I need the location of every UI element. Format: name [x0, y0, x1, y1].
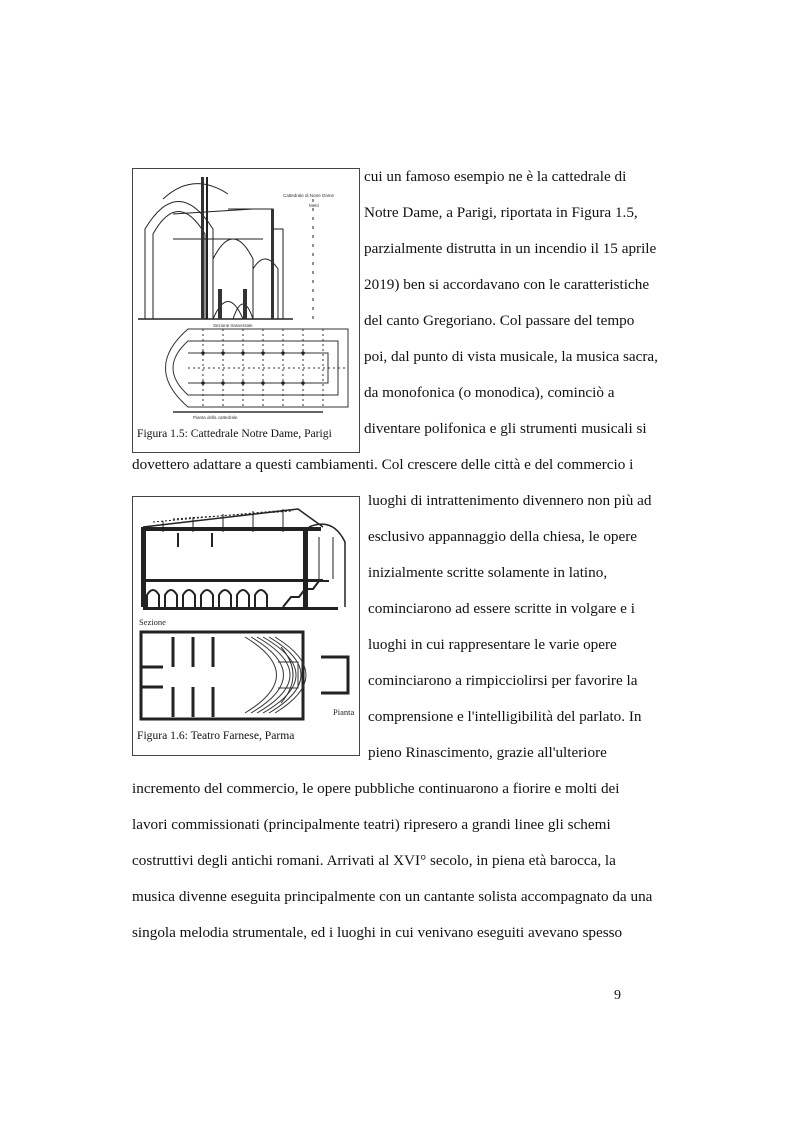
- figure-teatro-farnese: [132, 496, 360, 756]
- text-line-17: pieno Rinascimento, grazie all'ulteriore: [368, 744, 607, 761]
- text-line-13: cominciarono ad essere scritte in volgare e i: [368, 600, 635, 617]
- section-label: Sezione trasversale: [213, 323, 253, 328]
- text-line-16: comprensione e l'intelligibilità del parlato. In: [368, 708, 642, 725]
- text-line-11: esclusivo appannaggio della chiesa, le opere: [368, 528, 638, 545]
- figure-notre-dame: [132, 168, 360, 453]
- notre-dame-drawing: [133, 169, 359, 427]
- text-line-1: cui un famoso esempio ne è la cattedrale di: [364, 168, 627, 185]
- figure-1-6-caption: Figura 1.6: Teatro Farnese, Parma: [137, 729, 295, 742]
- text-line-6: poi, dal punto di vista musicale, la musica sacra,: [364, 348, 658, 365]
- text-line-20: costruttivi degli antichi romani. Arrivati al XVI° secolo, in piena età barocca, la: [132, 852, 616, 869]
- elevation-label: Cattedrale di Notre Dame: [283, 193, 335, 198]
- text-line-3: parzialmente distrutta in un incendio il 15 aprile: [364, 240, 657, 257]
- text-line-8: diventare polifonica e gli strumenti musicali si: [364, 420, 647, 437]
- text-line-18: incremento del commercio, le opere pubbliche continuarono a fiorire e molti dei: [132, 780, 620, 797]
- text-line-7: da monofonica (o monodica), cominciò a: [364, 384, 615, 401]
- scale-label: Metri: [309, 203, 319, 208]
- text-line-12: inizialmente scritte solamente in latino,: [368, 564, 608, 581]
- plan-label: Pianta della cattedrale: [193, 415, 238, 420]
- text-line-4: 2019) ben si accordavano con le caratteristiche: [364, 276, 650, 293]
- text-line-19: lavori commissionati (principalmente teatri) ripresero a grandi linee gli schemi: [132, 816, 611, 833]
- text-line-10: luoghi di intrattenimento divennero non più ad: [368, 492, 652, 509]
- text-line-2: Notre Dame, a Parigi, riportata in Figura 1.5,: [364, 204, 638, 221]
- text-line-9: dovettero adattare a questi cambiamenti. Col crescere delle città e del commercio i: [132, 456, 634, 473]
- text-line-15: cominciarono a rimpicciolirsi per favorire la: [368, 672, 638, 689]
- plan-label: Pianta: [333, 707, 355, 717]
- page-number: 9: [614, 988, 621, 1003]
- section-label: Sezione: [139, 617, 166, 627]
- text-line-22: singola melodia strumentale, ed i luoghi in cui venivano eseguiti avevano spesso: [132, 924, 623, 941]
- text-line-14: luoghi in cui rappresentare le varie opere: [368, 636, 617, 653]
- text-line-5: del canto Gregoriano. Col passare del tempo: [364, 312, 635, 329]
- text-line-21: musica divenne eseguita principalmente con un cantante solista accompagnato da una: [132, 888, 653, 905]
- figure-1-5-caption: Figura 1.5: Cattedrale Notre Dame, Parigi: [137, 427, 332, 440]
- teatro-farnese-drawing: [133, 497, 359, 733]
